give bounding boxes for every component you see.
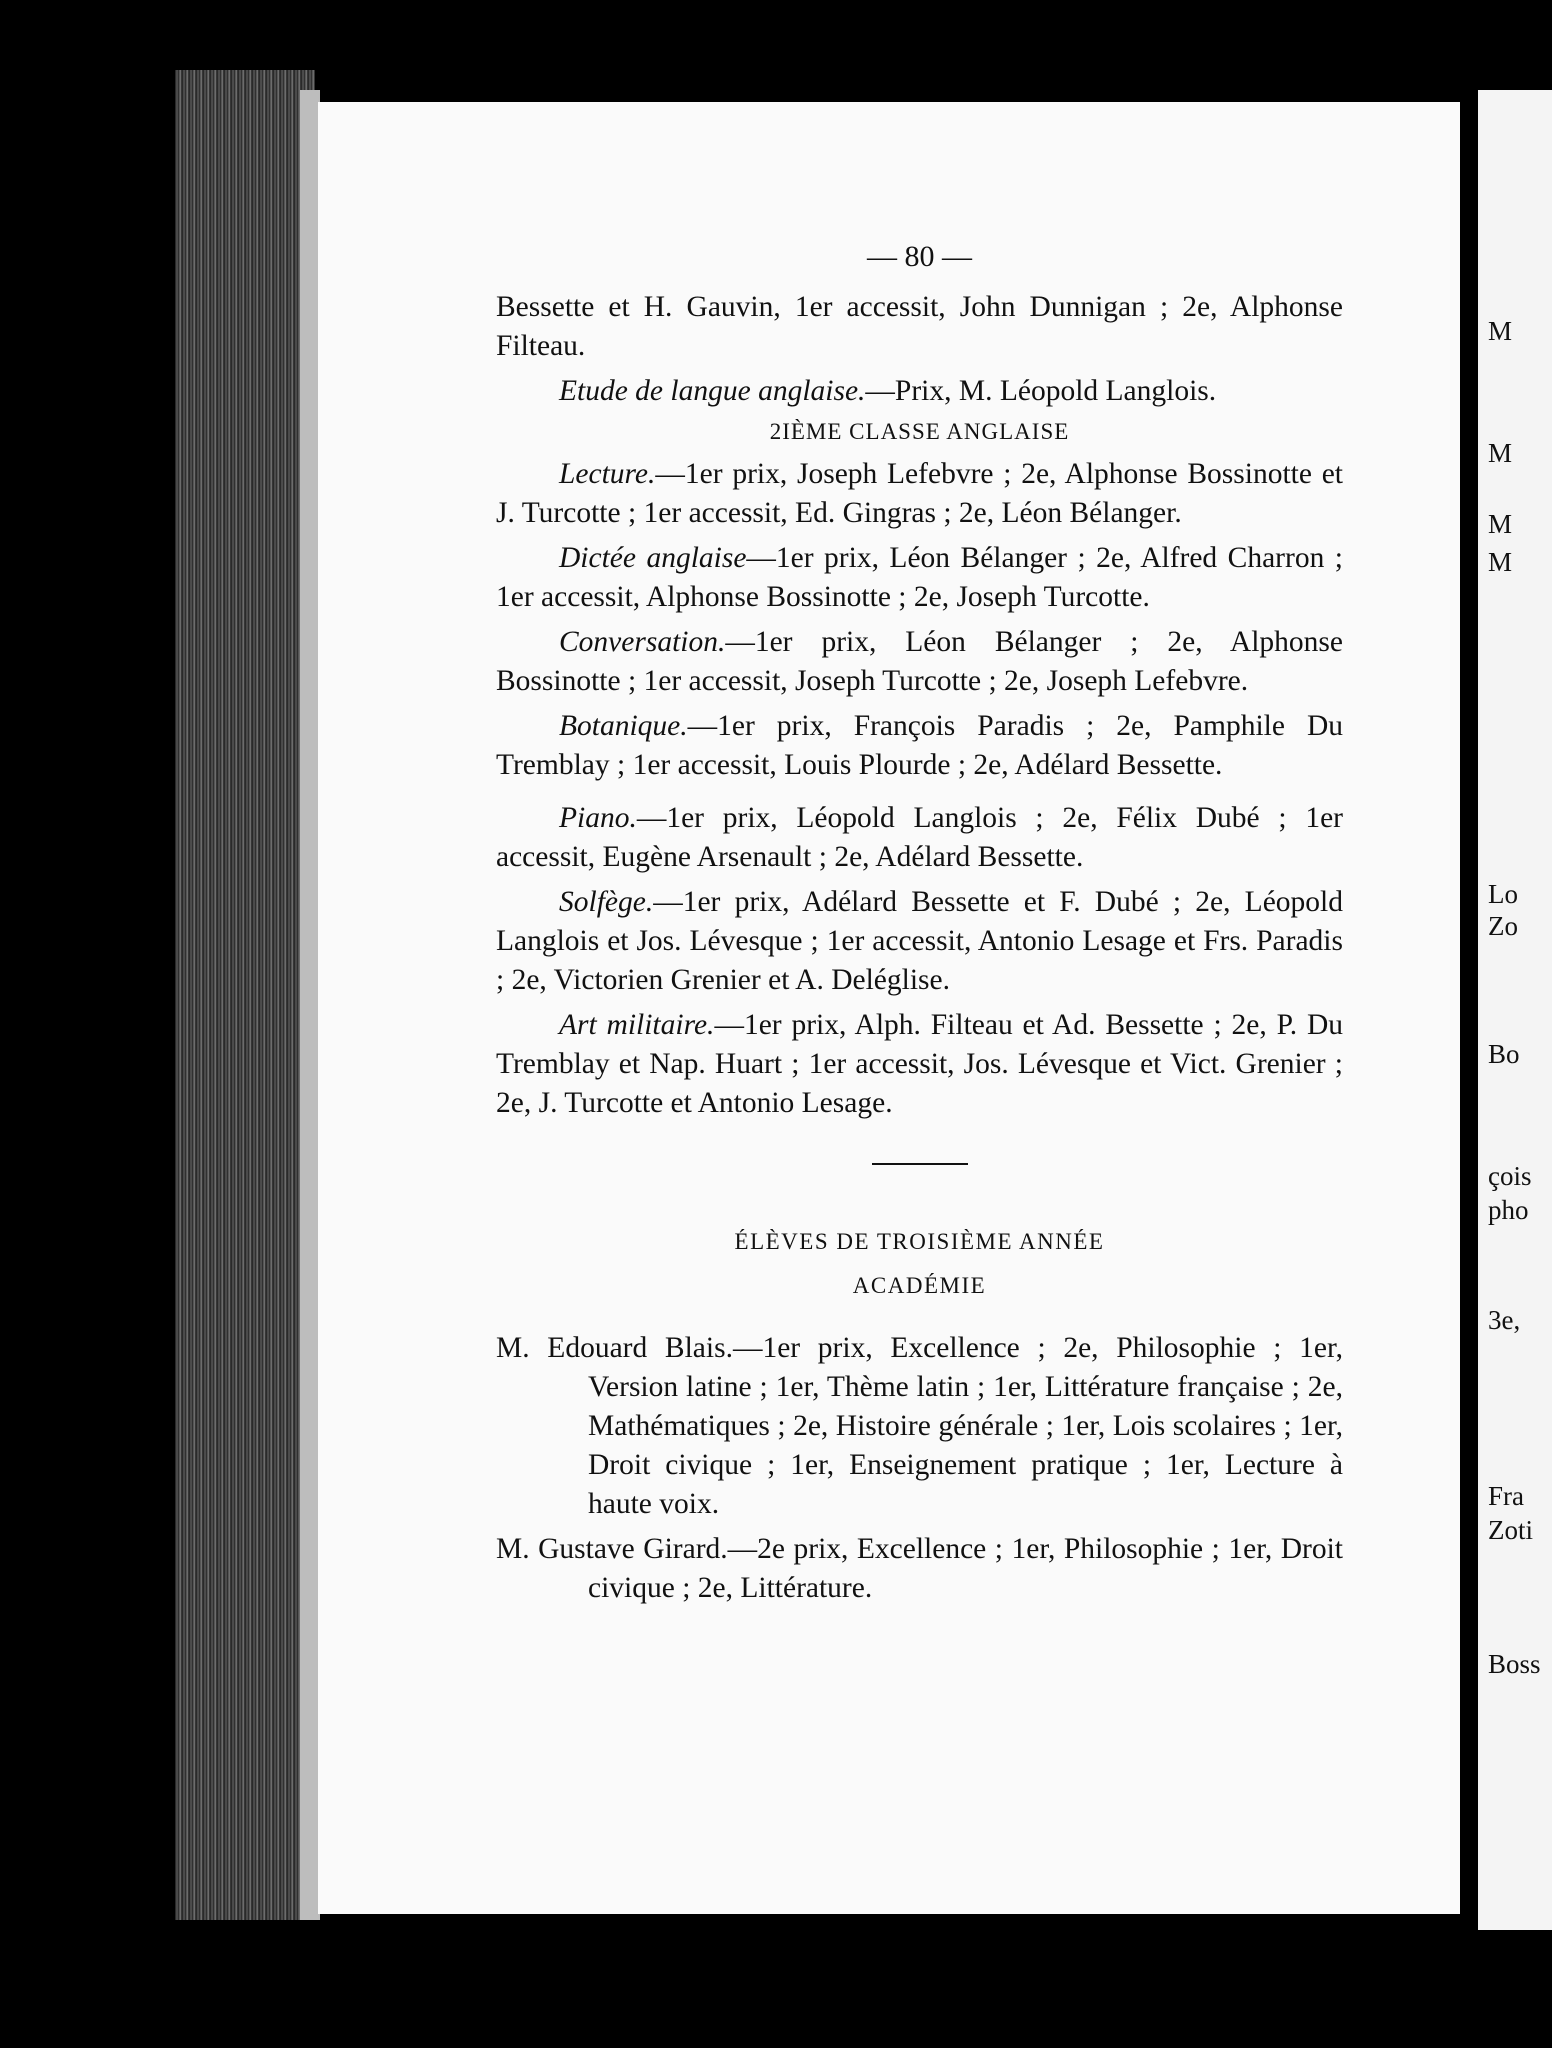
- section-divider: [872, 1163, 968, 1165]
- class-heading: 2IÈME CLASSE ANGLAISE: [769, 419, 1070, 444]
- paragraph-art-militaire: [496, 1006, 1343, 1123]
- facing-page-fragment: Lo: [1488, 879, 1518, 909]
- facing-page-fragment: Bo: [1488, 1039, 1520, 1069]
- facing-page-fragment: M: [1488, 438, 1513, 468]
- facing-page-fragment: 3e,: [1488, 1305, 1521, 1335]
- paragraph-lead: Conversation.: [559, 626, 726, 658]
- paragraph-text: —1er prix, Léopold Langlois ; 2e, Félix Dubé ; 1er accessit, Eugène Arsenault ; 2e, Adélard Bessette.: [496, 802, 1343, 873]
- paragraph-lead: Lecture.: [559, 458, 656, 490]
- facing-page-fragment: M: [1488, 547, 1513, 577]
- book-edge: [175, 70, 315, 1920]
- paragraph-lead: Dictée anglaise: [559, 542, 747, 574]
- facing-page-fragment: pho: [1488, 1195, 1529, 1225]
- paragraph-text: —Prix, M. Léopold Langlois.: [865, 375, 1217, 407]
- paragraph-text: —1er prix, Léon Bélanger ; 2e, Alphonse Bossinotte ; 1er accessit, Joseph Turcotte ; 2e, Joseph Lefebvre.: [496, 626, 1343, 697]
- paragraph-lead: Botanique.: [559, 710, 688, 742]
- paragraph-etude-anglaise: [496, 372, 1343, 411]
- paragraph-text: —1er prix, Joseph Lefebvre ; 2e, Alphonse Bossinotte et J. Turcotte ; 1er accessit, Ed. Gingras ; 2e, Léon Bélanger.: [496, 458, 1343, 529]
- facing-page-fragment: Zo: [1488, 911, 1518, 941]
- page-content: [496, 240, 1343, 1614]
- paragraph-botanique: [496, 707, 1343, 785]
- paragraph-text: —1er prix, Alph. Filteau et Ad. Bessette ; 2e, P. Du Tremblay et Nap. Huart ; 1er accessit, Jos. Lévesque et Vict. Grenier ; 2e, J. Turcotte et Antonio Lesage.: [496, 1009, 1343, 1119]
- paragraph-lead: Solfège.: [559, 886, 654, 918]
- paragraph-text: —1er prix, François Paradis ; 2e, Pamphile Du Tremblay ; 1er accessit, Louis Plourde ; 2e, Adélard Bessette.: [496, 710, 1343, 781]
- section-subtitle: ACADÉMIE: [852, 1273, 987, 1298]
- paragraph-lead: Piano.: [559, 802, 637, 834]
- paragraph-lead: Etude de langue anglaise.: [559, 375, 866, 407]
- page-edge-strip: [300, 90, 320, 1920]
- paragraph-text: —1er prix, Adélard Bessette et F. Dubé ; 2e, Léopold Langlois et Jos. Lévesque ; 1er accessit, Antonio Lesage et Frs. Paradis ; 2e, Victorien Grenier et A. Deléglise.: [496, 886, 1343, 996]
- paragraph-solfege: [496, 883, 1343, 1000]
- facing-page-edge: [1478, 90, 1552, 1930]
- paragraph-continuation: Bessette et H. Gauvin, 1er accessit, John Dunnigan ; 2e, Alphonse Filteau.: [496, 291, 1343, 362]
- facing-page-fragment: Fra: [1488, 1481, 1524, 1511]
- facing-page-fragment: çois: [1488, 1161, 1532, 1191]
- entry-edouard-blais: M. Edouard Blais.—1er prix, Excellence ; 2e, Philosophie ; 1er, Version latine ; 1er, Thème latin ; 1er, Littérature française ; 2e, Mathématiques ; 2e, Histoire générale ; 1er, Lois scolaires ; 1er, Droit civique ; 1er, Enseignement pratique ; 1er, Lecture à haute voix.: [496, 1332, 1343, 1520]
- book-page: [318, 102, 1460, 1914]
- paragraph-text: —1er prix, Léon Bélanger ; 2e, Alfred Charron ; 1er accessit, Alphonse Bossinotte ; 2e, Joseph Turcotte.: [496, 542, 1343, 613]
- paragraph-lecture: [496, 455, 1343, 533]
- facing-page-fragment: M: [1488, 316, 1513, 346]
- paragraph-lead: Art militaire.: [559, 1009, 715, 1041]
- paragraph-piano: [496, 799, 1343, 877]
- paragraph-dictee: [496, 539, 1343, 617]
- facing-page-fragment: M: [1488, 509, 1513, 539]
- paragraph-conversation: [496, 623, 1343, 701]
- book-gutter: [1460, 100, 1478, 1920]
- page-number: — 80 —: [867, 240, 972, 273]
- entry-gustave-girard: M. Gustave Girard.—2e prix, Excellence ; 1er, Philosophie ; 1er, Droit civique ; 2e, Littérature.: [496, 1533, 1343, 1604]
- facing-page-fragment: Zoti: [1488, 1515, 1533, 1545]
- section-title: ÉLÈVES DE TROISIÈME ANNÉE: [734, 1229, 1105, 1254]
- facing-page-fragment: Boss: [1488, 1649, 1541, 1679]
